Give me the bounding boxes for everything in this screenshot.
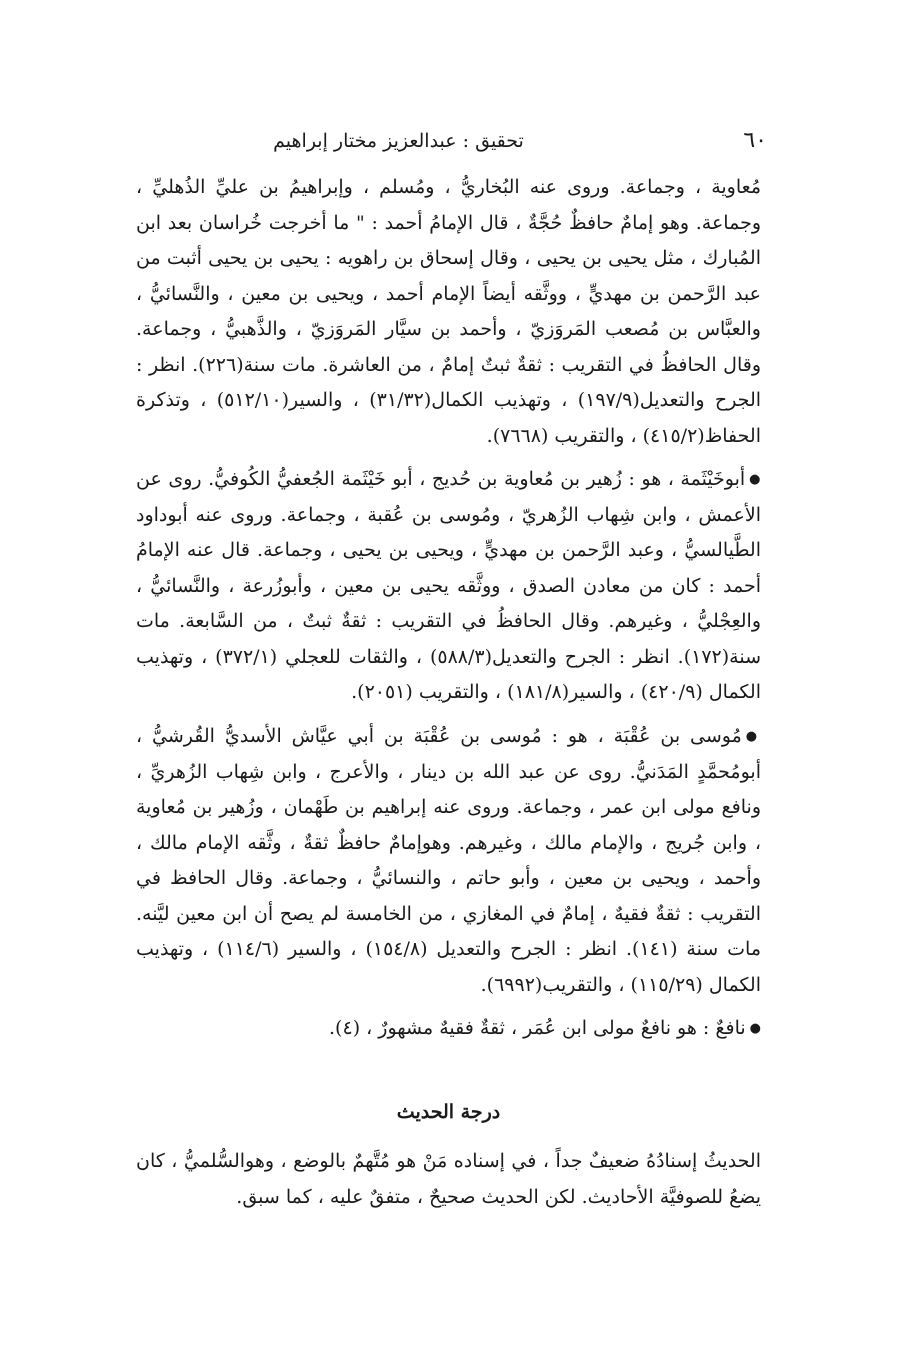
paragraph-text: مُوسى بن عُقْبَة ، هو : مُوسى بن عُقْبَة بن أبي عيَّاش الأسديُّ القُرشيُّ ، أبومُحمَّدٍ المَدَنيُّ. روى عن عبد الله بن دينار ، والأعرج ، وابن شِهاب الزُهريِّ ، ونافع مولى ابن عمر ، وجماعة. وروى عنه إبراهيم بن طَهْمان ، وزُهير بن مُعاوية ، وابن جُريج ، والإمام مالك ، وغيرهم. وهوإمامٌ حافظٌ ثقةٌ ، وثَّقه الإمام مالك ، وأحمد ، ويحيى بن معين ، وأبو حاتم ، والنسائيُّ ، وجماعة. وقال الحافظ في التقريب : ثقةٌ فقيهٌ ، إمامٌ في المغازي ، من الخامسة لم يصح أن ابن معين ليَّنه. مات سنة (١٤١). انظر : الجرح والتعديل (١٥٤/٨) ، والسير (١١٤/٦) ، وتهذيب الكمال (١١٥/٢٩) ، والتقريب(٦٩٩٢). [136, 724, 761, 996]
paragraph-narrator-yahya: مُعاوية ، وجماعة. وروى عنه البُخاريُّ ، ومُسلم ، وإبراهيمُ بن عليِّ الذُهليِّ ، وجماعة. وهو إمامٌ حافظٌ حُجَّةٌ ، قال الإمامُ أحمد : " ما أخرجت خُراسان بعد ابن المُبارك ، مثل يحيى بن يحيى ، وقال إسحاق بن راهويه : يحيى بن يحيى أثبت من عبد الرَّحمن بن مهديٍّ ، ووثَّقه أيضاً الإمام أحمد ، ويحيى بن معين ، والنَّسائيُّ ، والعبَّاس بن مُصعب المَروَزيّ ، وأحمد بن سيَّار المَروَزيّ ، والذَّهبيُّ ، وجماعة. وقال الحافظُ في التقريب : ثقةٌ ثبتٌ إمامٌ ، من العاشرة. مات سنة(٢٢٦). انظر : الجرح والتعديل(١٩٧/٩) ، وتهذيب الكمال(٣١/٣٢) ، والسير(٥١٢/١٠) ، وتذكرة الحفاظ(٤١٥/٢) ، والتقريب (٧٦٦٨). [136, 176, 762, 447]
section-paragraph: الحديثُ إسنادُهُ ضعيفٌ جداً ، في إسناده مَنْ هو مُتَّهمٌ بالوضع ، وهوالسُّلميُّ ، كان يضعُ للصوفيَّة الأحاديث. لكن الحديث صحيحٌ ، متفقٌ عليه ، كما سبق. [136, 1150, 761, 1208]
page-number: ٦٠ [743, 128, 767, 153]
bullet-icon: ● [749, 472, 761, 488]
paragraph-text: نافعٌ : هو نافعٌ مولى ابن عُمَر ، ثقةٌ فقيهٌ مشهورٌ ، (٤). [329, 1017, 746, 1039]
bullet-icon: ● [745, 729, 761, 744]
paragraph-narrator-abu-khaythama [136, 462, 761, 711]
paragraph-narrator-musa-ibn-uqba [136, 719, 761, 1003]
page-header [90, 124, 767, 158]
section-heading: درجة الحديث [396, 1100, 501, 1123]
paragraph-narrator-nafi [136, 1011, 761, 1047]
bullet-icon: ● [749, 1021, 761, 1037]
running-title: تحقيق : عبدالعزيز مختار إبراهيم [273, 130, 524, 152]
paragraph-text: أبوخَيْثَمة ، هو : زُهير بن مُعاوية بن حُديج ، أبو خَيْثَمة الجُعفيُّ الكُوفيُّ. روى عن الأعمش ، وابن شِهاب الزُهريّ ، ومُوسى بن عُقبة ، وجماعة. وروى عنه أبوداود الطَّيالسيُّ ، وعبد الرَّحمن بن مهديٍّ ، ويحيى بن يحيى ، وجماعة. قال عنه الإمامُ أحمد : كان من معادن الصدق ، ووثَّقه يحيى بن معين ، وأبوزُرعة ، والنَّسائيُّ ، والعِجْليُّ ، وغيرهم. وقال الحافظُ في التقريب : ثقةٌ ثبتٌ ، من السَّابعة. مات سنة(١٧٢). انظر : الجرح والتعديل(٥٨٨/٣) ، والثقات للعجلي (٣٧٢/١) ، وتهذيب الكمال (٤٢٠/٩) ، والسير(١٨١/٨) ، والتقريب (٢٠٥١). [136, 468, 762, 704]
page-body [136, 170, 761, 1223]
